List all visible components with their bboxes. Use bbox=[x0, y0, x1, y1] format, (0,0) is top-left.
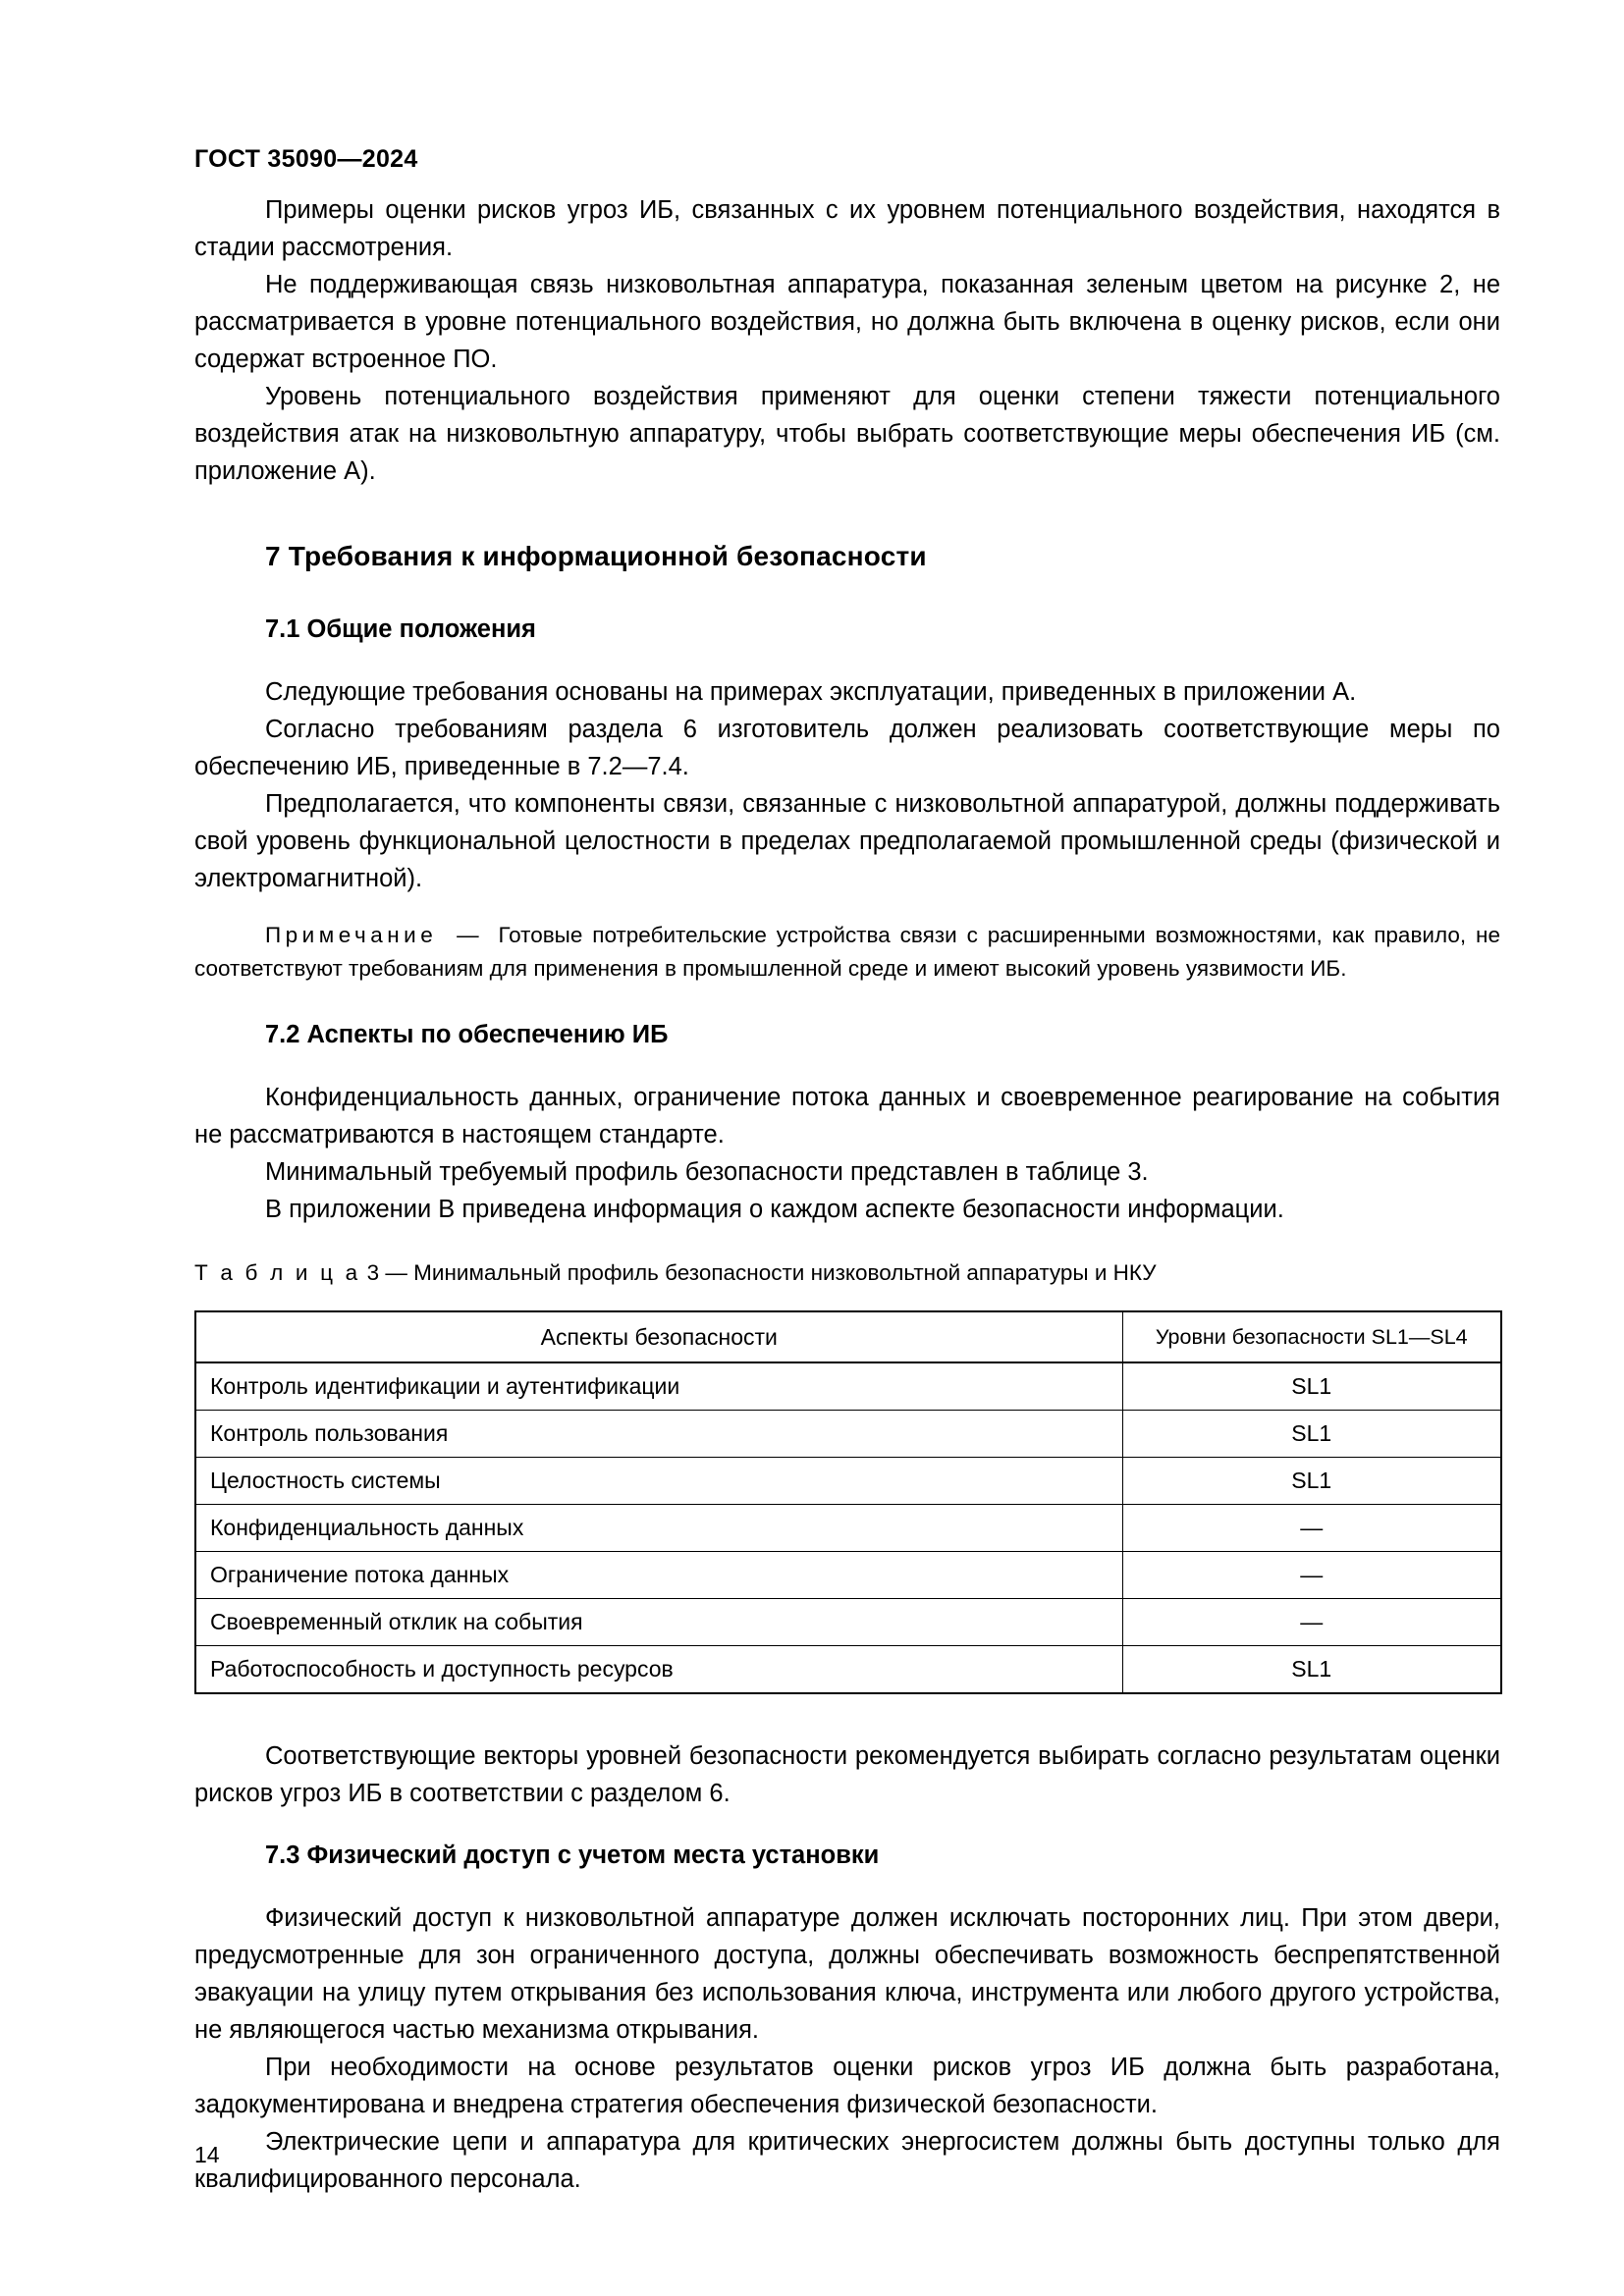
table-row bbox=[195, 1646, 1501, 1694]
spacer bbox=[194, 986, 1500, 1021]
spacer bbox=[194, 1870, 1500, 1899]
spacer bbox=[194, 1049, 1500, 1079]
table-row bbox=[195, 1362, 1501, 1411]
table-cell-aspect: Контроль пользования bbox=[195, 1411, 1122, 1458]
table-cell-level: — bbox=[1122, 1505, 1501, 1552]
table-row bbox=[195, 1458, 1501, 1505]
table-cell-aspect: Работоспособность и доступность ресурсов bbox=[195, 1646, 1122, 1694]
table-row bbox=[195, 1505, 1501, 1552]
spacer bbox=[194, 1812, 1500, 1842]
table-caption-number: 3 bbox=[366, 1260, 380, 1285]
table-row bbox=[195, 1599, 1501, 1646]
table-cell-aspect: Ограничение потока данных bbox=[195, 1552, 1122, 1599]
spacer bbox=[194, 490, 1500, 541]
section-7-2-paragraph-1: Конфиденциальность данных, ограничение потока данных и своевременное реагирование на события не рассматриваются в настоящем стандарте. bbox=[194, 1084, 1500, 1148]
section-7-2-paragraph-3: В приложении В приведена информация о каждом аспекте безопасности информации. bbox=[265, 1196, 1284, 1223]
table-cell-level: SL1 bbox=[1122, 1362, 1501, 1411]
table-cell-level: SL1 bbox=[1122, 1458, 1501, 1505]
table-header-aspects: Аспекты безопасности bbox=[195, 1311, 1122, 1362]
intro-paragraph-3: Уровень потенциального воздействия применяют для оценки степени тяжести потенциального воздействия атак на низковольтную аппаратуру, чтобы выбрать соответствующие меры обеспечения ИБ (см. приложение А). bbox=[194, 383, 1500, 485]
table-caption-text: Минимальный профиль безопасности низковольтной аппаратуры и НКУ bbox=[413, 1260, 1157, 1285]
table-3-caption bbox=[194, 1257, 1500, 1289]
table-cell-aspect: Своевременный отклик на события bbox=[195, 1599, 1122, 1646]
section-7-3-paragraph-2: При необходимости на основе результатов оценки рисков угроз ИБ должна быть разработана, задокументирована и внедрена стратегия обеспечения физической безопасности. bbox=[194, 2054, 1500, 2118]
section-7-1-paragraph-1: Следующие требования основаны на примерах эксплуатации, приведенных в приложении А. bbox=[265, 678, 1357, 706]
note-text: Готовые потребительские устройства связи с расширенными возможностями, как правило, не соответствуют требованиям для применения в промышленной среде и имеют высокий уровень уязвимости ИБ. bbox=[194, 923, 1500, 981]
table-caption-dash: — bbox=[385, 1260, 407, 1285]
intro-paragraph-1: Примеры оценки рисков угроз ИБ, связанных с их уровнем потенциального воздействия, находятся в стадии рассмотрения. bbox=[194, 196, 1500, 261]
spacer bbox=[194, 1694, 1500, 1737]
security-profile-table bbox=[194, 1310, 1502, 1694]
spacer bbox=[194, 1228, 1500, 1257]
table-caption-label: Т а б л и ц а bbox=[194, 1260, 361, 1285]
section-7-2-heading: 7.2 Аспекты по обеспечению ИБ bbox=[265, 1021, 669, 1048]
table-cell-aspect: Целостность системы bbox=[195, 1458, 1122, 1505]
table-row bbox=[195, 1552, 1501, 1599]
running-header: ГОСТ 35090—2024 bbox=[194, 145, 418, 173]
section-7-1-paragraph-2: Согласно требованиям раздела 6 изготовитель должен реализовать соответствующие меры по обеспечению ИБ, приведенные в 7.2—7.4. bbox=[194, 716, 1500, 780]
spacer bbox=[194, 897, 1500, 919]
table-cell-level: SL1 bbox=[1122, 1411, 1501, 1458]
table-cell-aspect: Контроль идентификации и аутентификации bbox=[195, 1362, 1122, 1411]
spacer bbox=[194, 644, 1500, 673]
section-7-heading: 7 Требования к информационной безопасности bbox=[265, 541, 927, 571]
table-header-row bbox=[195, 1311, 1501, 1362]
intro-paragraph-2: Не поддерживающая связь низковольтная аппаратура, показанная зеленым цветом на рисунке 2, не рассматривается в уровне потенциального воздействия, но должна быть включена в оценку рисков, если они содержат встроенное ПО. bbox=[194, 271, 1500, 373]
section-7-3-paragraph-3: Электрические цепи и аппаратура для критических энергосистем должны быть доступны только для квалифицированного персонала. bbox=[194, 2128, 1500, 2193]
section-7-1-heading: 7.1 Общие положения bbox=[265, 615, 536, 643]
page-number: 14 bbox=[194, 2142, 220, 2167]
table-body bbox=[195, 1362, 1501, 1693]
section-7-1-paragraph-3: Предполагается, что компоненты связи, связанные с низковольтной аппаратурой, должны поддерживать свой уровень функциональной целостности в пределах предполагаемой промышленной среды (физической и электромагнитной). bbox=[194, 790, 1500, 892]
table-header-levels: Уровни безопасности SL1—SL4 bbox=[1122, 1311, 1501, 1362]
section-7-2-paragraph-2: Минимальный требуемый профиль безопасности представлен в таблице 3. bbox=[265, 1158, 1149, 1186]
table-cell-level: — bbox=[1122, 1552, 1501, 1599]
section-7-3-heading: 7.3 Физический доступ с учетом места установки bbox=[265, 1842, 880, 1869]
table-row bbox=[195, 1411, 1501, 1458]
section-7-1-note bbox=[194, 919, 1500, 986]
section-7-3-paragraph-1: Физический доступ к низковольтной аппаратуре должен исключать посторонних лиц. При этом двери, предусмотренные для зон ограниченного доступа, должны обеспечивать возможность беспрепятственной эвакуации на улицу путем открывания без использования ключа, инструмента или любого другого устройства, не являющегося частью механизма открывания. bbox=[194, 1904, 1500, 2044]
page-content bbox=[194, 191, 1500, 2198]
section-7-2-after-table-paragraph: Соответствующие векторы уровней безопасности рекомендуется выбирать согласно результатам оценки рисков угроз ИБ в соответствии с разделом 6. bbox=[194, 1742, 1500, 1807]
note-dash-glyph: — bbox=[457, 923, 479, 947]
note-label: Примечание bbox=[265, 923, 438, 947]
spacer bbox=[194, 572, 1500, 615]
note-gap bbox=[479, 923, 499, 947]
table-cell-aspect: Конфиденциальность данных bbox=[195, 1505, 1122, 1552]
spacer bbox=[194, 1289, 1500, 1310]
table-cell-level: — bbox=[1122, 1599, 1501, 1646]
note-dash bbox=[437, 923, 457, 947]
table-cell-level: SL1 bbox=[1122, 1646, 1501, 1694]
